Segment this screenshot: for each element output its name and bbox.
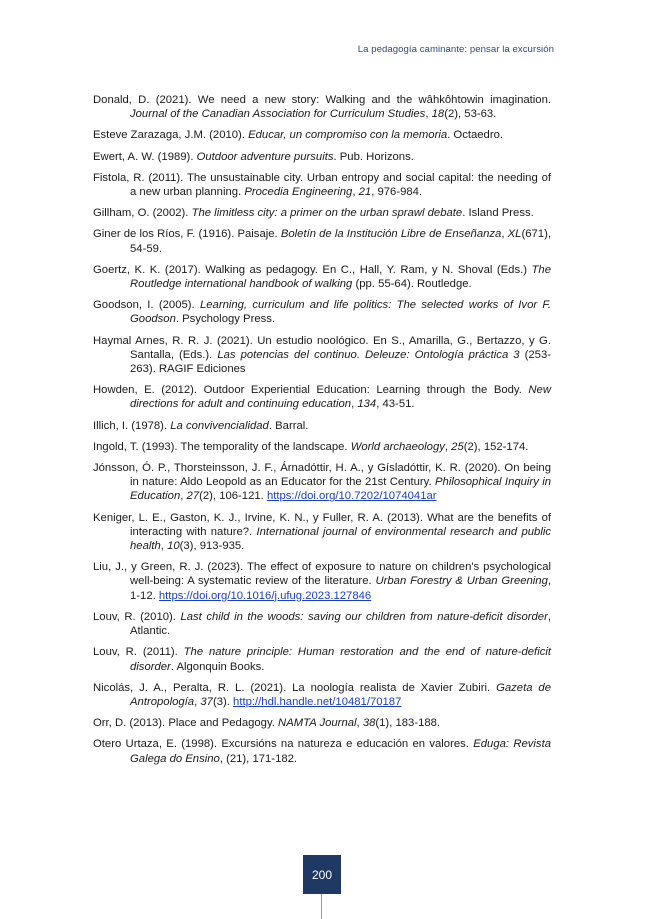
- reference-text: ,: [194, 695, 201, 708]
- running-header: La pedagogía caminante: pensar la excursión: [357, 44, 554, 55]
- reference-entry: [93, 334, 551, 377]
- reference-italic-text: Educar, un compromiso con la memoria: [248, 129, 448, 142]
- reference-entry: [93, 383, 551, 411]
- reference-text: Jónsson, Ó. P., Thorsteinsson, J. F., Árnadóttir, H. A., y Gísladóttir, K. R. (2020). On being in nature: Aldo Leopold as an Educator for the 21st Century.: [93, 462, 551, 489]
- reference-text: . Algonquin Books.: [170, 660, 265, 673]
- reference-text: Nicolás, J. A., Peralta, R. L. (2021). La noología realista de Xavier Zubiri.: [93, 681, 497, 694]
- reference-text: . Octaedro.: [447, 129, 504, 142]
- reference-text: (3), 913-935.: [179, 540, 245, 553]
- reference-text: , 1-12.: [130, 575, 552, 602]
- reference-text: . Island Press.: [462, 207, 534, 220]
- reference-text: (3).: [212, 695, 234, 708]
- reference-italic-text: Outdoor adventure pursuits: [196, 150, 334, 163]
- reference-text: Ewert, A. W. (1989).: [93, 150, 197, 163]
- reference-text: Otero Urtaza, E. (1998). Excursións na natureza e educación en valores.: [93, 738, 474, 751]
- reference-text: Goertz, K. K. (2017). Walking as pedagogy. En C., Hall, Y. Ram, y N. Shoval (Eds.): [93, 263, 532, 276]
- reference-entry: [93, 150, 551, 164]
- reference-text: ,: [160, 540, 168, 553]
- reference-entry: [93, 560, 551, 603]
- reference-entry: [93, 128, 551, 142]
- reference-entry: [93, 461, 551, 504]
- reference-text: , Atlantic.: [130, 610, 551, 638]
- reference-text: Liu, J., y Green, R. J. (2023). The effect of exposure to nature on children's psychological well-being: A systematic review of the literature.: [93, 561, 551, 588]
- reference-italic-text: 25: [451, 440, 464, 453]
- reference-entry: [93, 419, 551, 433]
- reference-link[interactable]: http://hdl.handle.net/10481/70187: [233, 695, 402, 708]
- reference-text: Esteve Zarazaga, J.M. (2010).: [93, 129, 249, 142]
- reference-text: . Psychology Press.: [175, 313, 276, 326]
- reference-italic-text: Last child in the woods: saving our children from nature-deficit disorder: [180, 610, 548, 623]
- reference-italic-text: NAMTA Journal: [278, 717, 357, 730]
- reference-entry: [93, 298, 551, 326]
- reference-italic-text: 27: [186, 490, 200, 503]
- reference-italic-text: Eduga: Revista Galega do Ensino: [130, 738, 552, 765]
- reference-italic-text: 38: [362, 717, 376, 730]
- reference-italic-text: Urban Forestry & Urban Greening: [375, 575, 548, 588]
- reference-text: ,: [501, 228, 508, 241]
- reference-text: , 976-984.: [371, 186, 423, 199]
- reference-link[interactable]: https://doi.org/10.7202/1074041ar: [266, 490, 437, 503]
- reference-text: ,: [444, 440, 452, 453]
- reference-text: (2), 106-121.: [199, 490, 267, 503]
- reference-italic-text: The limitless city: a primer on the urban sprawl debate: [191, 207, 463, 220]
- reference-text: Louv, R. (2011).: [93, 646, 184, 659]
- reference-entry: [93, 511, 551, 554]
- reference-italic-text: 37: [200, 695, 213, 708]
- reference-entry: [93, 737, 551, 765]
- reference-italic-text: Las potencias del continuo. Deleuze: Ontología práctica 3: [217, 348, 520, 361]
- reference-text: (253-263). RAGIF Ediciones: [130, 348, 551, 376]
- reference-italic-text: 21: [358, 186, 372, 199]
- reference-italic-text: La convivencialidad: [170, 419, 269, 432]
- reference-italic-text: 10: [167, 540, 180, 553]
- reference-text: (2), 152-174.: [463, 440, 529, 453]
- reference-entry: [93, 171, 551, 199]
- reference-text: , (21), 171-182.: [219, 752, 298, 765]
- reference-text: ,: [352, 186, 359, 199]
- reference-italic-text: Philosophical Inquiry in Education: [130, 476, 551, 503]
- reference-link[interactable]: https://doi.org/10.1016/j.ufug.2023.127846: [158, 589, 372, 602]
- reference-italic-text: Gazeta de Antropología: [130, 681, 551, 708]
- reference-entry: [93, 227, 551, 255]
- reference-text: Illich, I. (1978).: [93, 419, 171, 432]
- reference-entry: [93, 716, 551, 730]
- reference-italic-text: XL: [507, 228, 522, 241]
- reference-text: ,: [356, 717, 363, 730]
- reference-text: Keniger, L. E., Gaston, K. J., Irvine, K. N., y Fuller, R. A. (2013). What are the benefits of interacting with nature?.: [93, 511, 551, 538]
- reference-italic-text: Boletín de la Institución Libre de Enseñanza: [280, 228, 502, 241]
- page-number-rule: [321, 894, 322, 919]
- reference-text: (671), 54-59.: [130, 228, 551, 255]
- reference-text: Ingold, T. (1993). The temporality of the landscape.: [93, 440, 351, 453]
- reference-text: (2), 53-63.: [444, 108, 497, 121]
- reference-text: (1), 183-188.: [375, 717, 441, 730]
- reference-italic-text: Journal of the Canadian Association for Curriculum Studies: [130, 108, 426, 121]
- reference-text: Fistola, R. (2011). The unsustainable city. Urban entropy and social capital: the needing of a new urban planning.: [93, 171, 551, 199]
- reference-entry: [93, 610, 551, 638]
- reference-text: Goodson, I. (2005).: [93, 299, 200, 312]
- reference-entry: [93, 440, 551, 454]
- reference-text: (pp. 55-64). Routledge.: [352, 278, 472, 291]
- reference-text: , 43-51.: [376, 398, 415, 411]
- reference-text: Donald, D. (2021). We need a new story: Walking and the wâhkôhtowin imagination.: [93, 94, 551, 106]
- page-number-box: [303, 855, 341, 894]
- reference-italic-text: Learning, curriculum and life politics: The selected works of Ivor F. Goodson: [130, 299, 551, 326]
- reference-entry: [93, 206, 551, 220]
- reference-italic-text: 134: [357, 398, 377, 411]
- reference-text: ,: [180, 490, 187, 503]
- reference-text: . Barral.: [268, 419, 309, 432]
- page-number: 200: [311, 867, 333, 882]
- reference-text: . Pub. Horizons.: [333, 150, 414, 163]
- reference-entry: [93, 93, 551, 121]
- reference-text: Orr, D. (2013). Place and Pedagogy.: [93, 717, 279, 730]
- reference-text: Louv, R. (2010).: [93, 610, 181, 623]
- reference-entry: [93, 681, 551, 709]
- reference-entry: [93, 645, 551, 673]
- reference-text: Gillham, O. (2002).: [93, 207, 192, 220]
- reference-entry: [93, 263, 551, 291]
- reference-list: [93, 93, 551, 773]
- reference-italic-text: New directions for adult and continuing education: [130, 384, 551, 411]
- reference-text: Haymal Arnes, R. R. J. (2021). Un estudio noológico. En S., Amarilla, G., Bertazzo, y G. Santalla, (Eds.).: [93, 334, 551, 361]
- reference-text: ,: [351, 398, 358, 411]
- reference-text: Giner de los Ríos, F. (1916). Paisaje.: [93, 228, 281, 241]
- reference-text: ,: [425, 108, 432, 121]
- reference-italic-text: Procedia Engineering: [244, 186, 353, 199]
- reference-italic-text: World archaeology: [350, 440, 445, 453]
- reference-italic-text: The nature principle: Human restoration and the end of nature-deficit disorder: [130, 646, 552, 673]
- reference-italic-text: International journal of environmental research and public health: [130, 525, 551, 553]
- reference-text: Howden, E. (2012). Outdoor Experiential Education: Learning through the Body.: [93, 384, 529, 397]
- reference-italic-text: 18: [431, 108, 445, 121]
- reference-italic-text: The Routledge international handbook of walking: [130, 263, 551, 291]
